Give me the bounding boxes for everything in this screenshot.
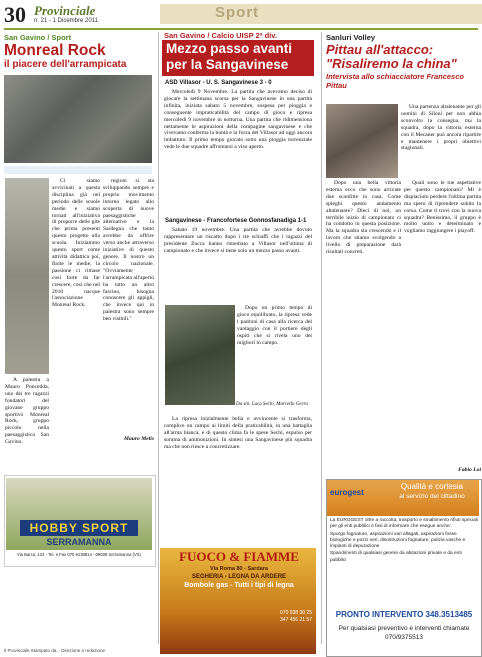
ad-tagline: al servizio del cittadino <box>399 493 465 500</box>
newspaper-logo: Provinciale <box>34 3 96 18</box>
issue-info: n. 21 - 1 Dicembre 2011 <box>34 18 98 24</box>
ad-info: Per qualsiasi preventivo e interventi chiamate 070/9375513 <box>338 625 470 641</box>
article-text <box>103 178 154 323</box>
header-rule <box>4 28 478 30</box>
article-title: Pittau all'attacco: "Risaliremo la china" <box>326 42 457 71</box>
ad-town: SERRAMANNA <box>46 537 112 547</box>
ad-address: Via Roma 80 - Sardara <box>210 566 268 572</box>
page-number: 30 <box>4 2 26 27</box>
article-kicker: San Gavino / Sport <box>4 33 72 42</box>
article-text <box>404 180 481 235</box>
article-kicker: San Gavino / Calcio UISP 2ª div. <box>164 31 277 40</box>
column-divider <box>158 32 159 644</box>
article-text <box>164 416 312 451</box>
article-text <box>401 104 481 152</box>
article-subtitle: Intervista allo schiacciatore Francesco Pittau <box>326 72 464 90</box>
ad-logo: HOBBY SPORT <box>20 520 138 536</box>
paragraph: A palestra a Mauro Poncedda, uno dei tre ragazzi fondatori del giovane gruppo sportivo Monreal Rock, gruppo piccolo nella paesaggistica San Gavino. <box>5 377 49 446</box>
climbing-wall-photo <box>5 178 49 374</box>
paragraph: Dopo un primo tempo di gioco equilibrato, la ripresa vede i padroni di casa alla ricerca del vantaggio con il portiere degli ospiti che si rivela uno dei migliori in campo. <box>237 305 312 346</box>
players-photo <box>165 305 235 405</box>
article-title: Monreal Rock <box>4 42 106 59</box>
ad-body-line: Spurgo fognature, aspirazioni vari allagati, aspirazioni fosse biologiche e pozzi neri, disostruzioni fognature, pulizia vasche e impianti di depurazione <box>330 531 466 550</box>
ad-logo: eurogest <box>330 488 364 497</box>
paragraph: Una partenza altalenante per gli uomini di Siloni per non abbia sconvolto la consegna, ma la squadra, dopo la vittoria esterna con il Mecaner può ancora ripartire e mantenere i propri obiettivi stagionali. <box>401 104 481 152</box>
ad-tagline: Qualità e cortesia <box>400 482 464 491</box>
paragraph: La ripresa inizialmente bella e avvincente si trasforma, complice un campo ai limiti della praticabilità, in una battaglia all'arma bianca, e di questo clima fa le spese Sechi, espulso per somma di ammonizioni. In sintesi una Sangavinese più squadra ma che non riesce a concretizzare. <box>164 416 312 450</box>
section-band <box>160 4 482 24</box>
article-text <box>164 227 312 255</box>
article-text <box>5 377 49 446</box>
paragraph: Dopo una bella vittoria esterna ecco che sono arrivate due sconfitte in casa. Come spieghi questo andamento altalenante? Dieci di noi, un terribile inizio di campionato ci ha condotto in questa posizione. Ma la squadra sta crescendo e il lavoro che stiamo svolgendo a livello di preparazione darà risultati concreti. <box>326 180 401 256</box>
ad-hotline: PRONTO INTERVENTO 348.3513485 <box>335 610 473 619</box>
paragraph: Ci siamo avvicinati a questa disciplina già nel periodo delle scuole medie e siamo tornati all'iniziativa di proporre delle gite che prima presenti questo progetto alla scuola. Iniziammo questo sport come attività didattica poi, finite le medie, la passione ci rimase così forte da far crescere, così che nel 2010 nacque l'associazione Monreal Rock. <box>52 178 100 309</box>
paragraph: Quali sono le tue aspettative per questo campionato? Mi è dispiaciuto perdere l'ultima partita ma spero di riprendere subito la corsa. Come ti trovi con la nuova squadra? Benissimo, il gruppo è molto unito e determinato e vogliamo raggiungere i playoff. <box>404 180 481 235</box>
match-score: Sangavinese - Francofortese Gonnosfanadiga 1-1 <box>165 218 307 224</box>
ad-title: FUOCO & FIAMME <box>179 549 299 564</box>
ad-subtitle: SEGHERIA - LEGNA DA ARDERE <box>191 574 287 580</box>
ad-body <box>330 518 478 565</box>
photo-caption: Da sin. Luca Sechi, Marcello Gerra <box>236 402 308 407</box>
paragraph: Mercoledì 9 Novembre. La partita che avevamo deciso di giocare la settimana scorsa per la Sangavinese in una partita infinita, iniziata sabato 5 novembre, sospesa per pioggia e conseguente impraticabilità del campo di gioco e ripresa mercoledì 9 novembre in notturna. Una partita che ridimensiona nettamente le aspirazioni della compagine sangavinese e che vivevamo conferma la bontà e la forza del Villasor ad oggi ancora imbattuto. Il primo tempo giocato sotto una pioggia torrenziale vede le due squadre affrontarsi a viso aperto. <box>164 89 312 151</box>
paragraph: Sabato 19 novembre. Una partita che avrebbe dovuto rappresentare un riscatto dopo i tre schiaffi che i ragazzi del presidente Zucca hanno rimediato a Villasor nell'ultima di campionato e che invece si tiene solo un mezzo passo avanti. <box>164 227 312 254</box>
article-kicker: Sanluri Volley <box>326 33 376 42</box>
page-footer: Il Provinciale Stampato da... Direzione e redazione <box>4 648 106 653</box>
article-title: Mezzo passo avanti per la Sangavinese <box>166 41 293 72</box>
intro-band <box>4 166 152 174</box>
paragraph: regioni si sta sviluppando sempre e proprio movimento intorno legato allo scoperta di nuove paesaggistiche alternative e la Sardegna che tanto avrebbe da offrire verso anche attraverso iniziative di questo genere. Il nostro un circolo nazionale. "Ovviamente l'arrampicata all'aperto ha tutto un altro fascino, bisogna conoscere gli appigli, che invece qui in palestra sono sempre ben visibili." <box>103 178 154 323</box>
article-text <box>164 89 312 151</box>
author-signature: Fabio Loi <box>458 467 481 473</box>
player-portrait <box>326 104 398 178</box>
article-text <box>326 180 401 256</box>
ad-body-line: La EUROGEST oltre a raccolta, trasporto e smaltimento rifiuti speciali per gli enti pubblici e fasi di informare che esegue anche: <box>330 518 478 530</box>
article-subtitle: il piacere dell'arrampicata <box>4 59 127 70</box>
column-divider <box>321 32 322 644</box>
section-title: Sport <box>215 4 260 21</box>
author-signature: Mauro Melis <box>124 436 154 442</box>
ad-address: Via Barca, 134 - Tel. e Fax 070 9138814 - 09038 Serramanna (VS) <box>17 552 141 557</box>
ad-body-line: Spandimenti di qualsiasi genere da abitazioni private e da enti pubblici <box>330 551 462 563</box>
article-text <box>237 305 312 346</box>
article-text <box>52 178 100 309</box>
ad-phones: 070 938 30 25 347 456 21 57 <box>280 610 312 623</box>
group-photo <box>4 75 152 163</box>
ad-tagline: Bombole gas - Tutti i tipi di legna <box>184 582 294 589</box>
match-score: ASD Villasor - U. S. Sangavinese 3 - 0 <box>165 80 272 86</box>
